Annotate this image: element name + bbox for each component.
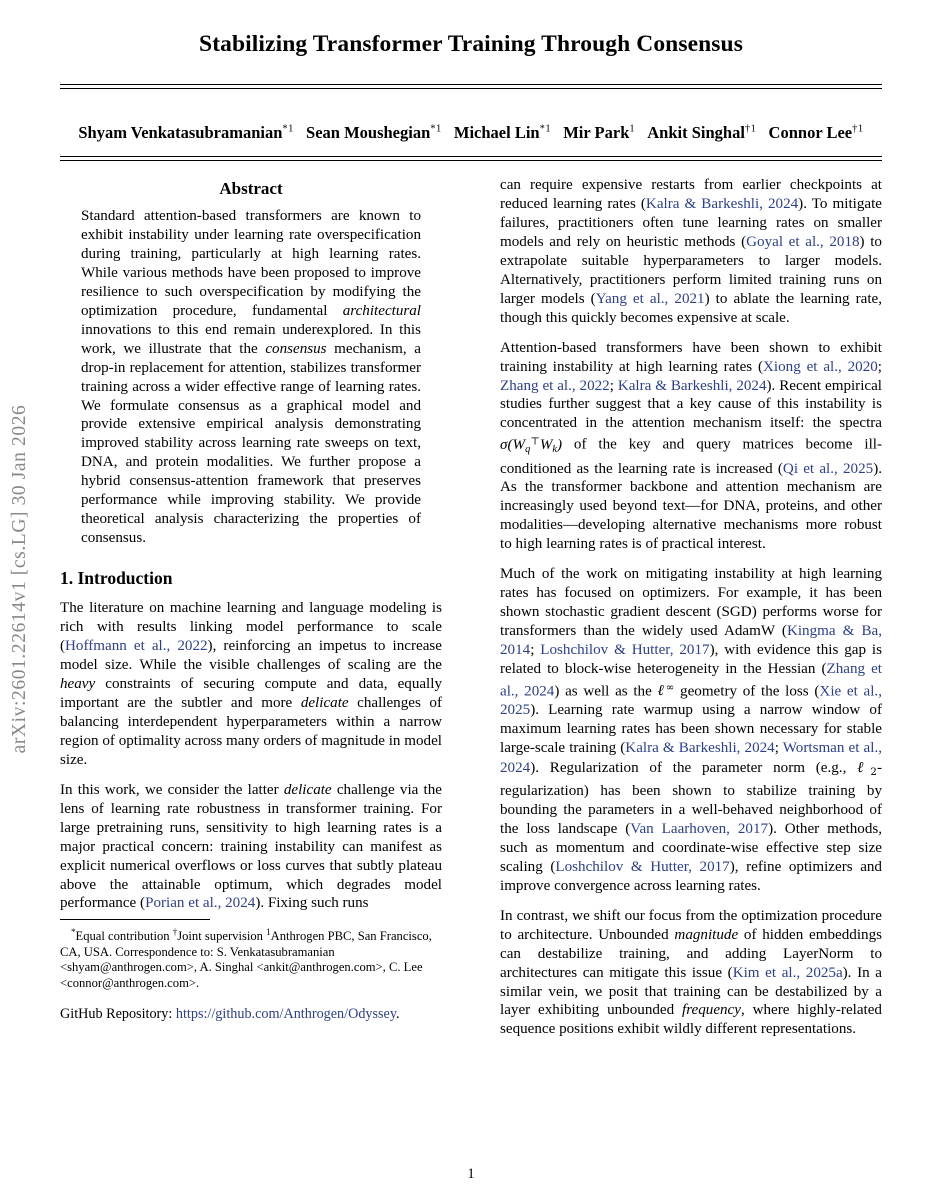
author-name: Ankit Singhal <box>647 122 745 142</box>
page-number: 1 <box>467 1166 475 1182</box>
emphasis-architectural: architectural <box>342 302 421 319</box>
text-run: ), with evidence this gap is related to block-wise heterogeneity in the Hessian ( <box>500 642 882 678</box>
left-column <box>60 176 442 1200</box>
arxiv-stamp-text: arXiv:2601.22614v1 [cs.LG] 30 Jan 2026 <box>9 404 30 754</box>
text-run: ) as well as the <box>554 683 658 700</box>
text-run: In this work, we consider the latter <box>60 781 284 798</box>
text-run: challenges of balancing interdependent hyperparameters within a narrow region of optimality across many orders of magnitude in model size. <box>60 694 442 768</box>
inline-math-ell-infinity: ℓ∞ <box>657 681 675 700</box>
text-run: ). As the transformer backbone and attention mechanism are increasingly used beyond text—for DNA, proteins, and other modalities—developing alternative mechanisms more robust to high learning rates is of practical interest. <box>500 460 882 553</box>
abstract-body <box>81 207 421 548</box>
author-name: Connor Lee <box>768 122 853 142</box>
citation-link[interactable]: Kalra & Barkeshli, 2024 <box>625 740 775 757</box>
citation-link[interactable]: Qi et al., 2025 <box>782 460 874 477</box>
emphasis-magnitude: magnitude <box>674 926 739 943</box>
citation-link[interactable]: Porian et al., 2024 <box>145 895 256 912</box>
footnote-mark-one: 1 <box>266 927 271 938</box>
citation-link[interactable]: Zhang et al., 2022 <box>500 377 610 394</box>
citation-link[interactable]: Xie et al., 2025 <box>500 683 882 719</box>
arxiv-stamp <box>0 0 46 1200</box>
text-run: Much of the work on mitigating instability at high learning rates has focused on optimizers. For example, it has been shown stochastic gradient descent (SGD) performs worse for transformers than the widely used AdamW ( <box>500 566 882 640</box>
citation-link[interactable]: Loshchilov & Hutter, 2017 <box>540 642 710 659</box>
text-run: ). In a similar vein, we posit that training can be destabilized by a layer exhibiting unbounded <box>500 964 882 1019</box>
text-run: constraints of securing compute and data, equally important are the subtler and more <box>60 675 442 711</box>
text-run: ), reinforcing an impetus to increase model size. While the visible challenges of scaling are the <box>60 638 442 674</box>
footnote-rule <box>60 919 210 920</box>
text-run: geometry of the loss ( <box>674 683 820 700</box>
text-run: ), refine optimizers and improve convergence across learning rates. <box>500 858 882 894</box>
text-run: In contrast, we shift our focus from the optimization procedure to architecture. Unbounded <box>500 907 882 943</box>
text-run: , where highly-related sequence positions exhibit wildly different representations. <box>500 1002 882 1038</box>
right-column <box>500 176 882 1200</box>
footnote-mark-dagger: † <box>172 927 178 938</box>
paper-page <box>60 0 882 1200</box>
text-run: ). To mitigate failures, practitioners often tune learning rates on smaller models and rely on heuristic methods ( <box>500 195 882 250</box>
text-run: ) to ablate the learning rate, though this quickly becomes expensive at scale. <box>500 290 883 326</box>
text-run: ; <box>774 740 783 757</box>
intro-paragraph-1 <box>60 599 442 770</box>
title-rule-top <box>60 84 882 85</box>
author-rule-top <box>60 156 882 157</box>
emphasis-frequency: frequency <box>682 1002 741 1019</box>
citation-link[interactable]: Loshchilov & Hutter, 2017 <box>555 858 730 875</box>
intro-paragraph-2 <box>60 781 442 914</box>
author-entry <box>769 123 864 142</box>
text-run: ). Other methods, such as momentum and coordinate-wise effective step size scaling ( <box>500 820 883 875</box>
text-run: ). Learning rate warmup using a narrow window of maximum learning rates has been shown necessary for stable large-scale training ( <box>500 702 882 757</box>
right-paragraph-2 <box>500 339 882 555</box>
emphasis-delicate: delicate <box>300 694 349 711</box>
text-run: ; <box>877 358 882 375</box>
emphasis-consensus: consensus <box>265 340 327 357</box>
author-marks: †1 <box>744 123 757 135</box>
text-run: ) to extrapolate suitable hyperparameters to larger models. Alternatively, practitioners perform limited training runs on larger models ( <box>500 233 882 307</box>
citation-link[interactable]: Goyal et al., 2018 <box>746 233 860 250</box>
text-run: . <box>396 1006 400 1023</box>
author-entry <box>306 123 442 142</box>
author-marks: *1 <box>539 123 552 135</box>
text-run: ). Regularization of the parameter norm (e.g., <box>530 760 858 777</box>
page-title: Stabilizing Transformer Training Through Consensus <box>199 31 743 57</box>
citation-link[interactable]: Yang et al., 2021 <box>595 290 705 307</box>
author-list <box>60 122 882 143</box>
author-marks: *1 <box>430 123 442 135</box>
author-name: Mir Park <box>563 122 630 142</box>
right-paragraph-1 <box>500 176 882 328</box>
citation-link[interactable]: Xiong et al., 2020 <box>763 358 878 375</box>
citation-link[interactable]: Kim et al., 2025a <box>732 964 843 981</box>
citation-link[interactable]: Kalra & Barkeshli, 2024 <box>645 195 799 212</box>
right-paragraph-3 <box>500 565 882 895</box>
inline-math-spectra: $\sigma(W_q^⊤W_k)$ <box>500 436 562 455</box>
author-name: Sean Moushegian <box>306 122 431 142</box>
footnote-mark-asterisk: * <box>71 927 76 938</box>
author-name: Michael Lin <box>453 122 540 142</box>
text-run: ; <box>609 377 618 394</box>
author-name: Shyam Venkatasubramanian <box>78 122 283 142</box>
title-rule-bottom <box>60 88 882 89</box>
two-column-body <box>60 176 882 1200</box>
github-label: GitHub Repository: <box>60 1006 176 1023</box>
text-run: ). Recent empirical studies further suggest that a key cause of this instability is concentrated in the attention mechanism itself: the spectra <box>500 377 882 432</box>
citation-link[interactable]: Kalra & Barkeshli, 2024 <box>617 377 767 394</box>
author-entry <box>454 123 551 142</box>
citation-link[interactable]: Wortsman et al., 2024 <box>500 740 882 777</box>
text-run: challenge via the lens of learning rate robustness in transformer training. For large pretraining runs, sensitivity to high learning rates is a major practical concern: training instability can manifest as explicit numerical overflows or loss curves that subtly plateau above the attainable optimum, which degrades model performance ( <box>60 781 442 912</box>
text-run: Anthrogen PBC, San Francisco, CA, USA. Correspondence to: S. Venkatasubramanian <shyam@anthrogen.com>, A. Singhal <ankit@anthrogen.com>, C. Lee <connor@anthrogen.com>. <box>60 929 432 990</box>
citation-link[interactable]: Hoffmann et al., 2022 <box>65 638 208 655</box>
text-run: can require expensive restarts from earlier checkpoints at reduced learning rates ( <box>500 177 882 212</box>
text-run: The literature on machine learning and language modeling is rich with results linking model performance to scale ( <box>60 600 442 655</box>
github-url-link[interactable]: https://github.com/Anthrogen/Odyssey <box>175 1006 397 1023</box>
citation-link[interactable]: Van Laarhoven, 2017 <box>630 820 769 837</box>
author-entry <box>78 123 294 142</box>
text-run: ; <box>530 642 541 659</box>
text-run: Equal contribution <box>75 929 173 944</box>
footnote-text <box>60 925 442 991</box>
section-heading-introduction: 1. Introduction <box>60 568 173 589</box>
author-marks: †1 <box>852 123 864 135</box>
text-run: -regularization) has been shown to stabilize training by bounding the parameters in a well-behaved neighborhood of the loss landscape ( <box>500 760 882 837</box>
author-marks: 1 <box>629 123 636 135</box>
emphasis-delicate: delicate <box>283 781 332 798</box>
text-run: of hidden embeddings can destabilize training, and adding LayerNorm to architectures can mitigate this issue ( <box>500 926 882 981</box>
citation-link[interactable]: Kingma & Ba, 2014 <box>500 623 882 659</box>
citation-link[interactable]: Zhang et al., 2024 <box>500 661 882 700</box>
abstract-heading: Abstract <box>219 179 283 198</box>
github-repository-line <box>60 1006 442 1023</box>
abstract-paragraph: Standard attention-based transformers are known to exhibit instability under learning rate overspecification during training, particularly at high learning rates. While various methods have been proposed to improve resilience to such overspecification by modifying the optimization procedure, fundamental architectural innovations to this end remain underexplored. In this work, we illustrate that the consensus mechanism, a drop-in replacement for attention, stabilizes transformer training across a wider effective range of learning rates. We formulate consensus as a graphical model and provide extensive empirical analysis demonstrating improved stability across learning rate sweeps on text, DNA, and protein modalities. We further propose a hybrid consensus-attention framework that preserves performance while improving stability. We provide theoretical analysis characterizing the properties of consensus. <box>81 208 421 547</box>
text-run: of the key and query matrices become ill-conditioned as the learning rate is increased ( <box>500 436 882 477</box>
author-marks: *1 <box>282 123 294 135</box>
author-entry <box>647 123 756 142</box>
emphasis-heavy: heavy <box>60 675 96 692</box>
inline-math-ell-two: ℓ$_2$ <box>857 758 877 779</box>
text-run: ). Fixing such runs <box>255 895 369 912</box>
author-rule-bottom <box>60 160 882 161</box>
author-entry <box>563 123 635 142</box>
text-run: Attention-based transformers have been shown to exhibit training instability at high learning rates ( <box>500 339 882 375</box>
text-run: Joint supervision <box>177 929 267 944</box>
right-paragraph-4 <box>500 907 882 1040</box>
